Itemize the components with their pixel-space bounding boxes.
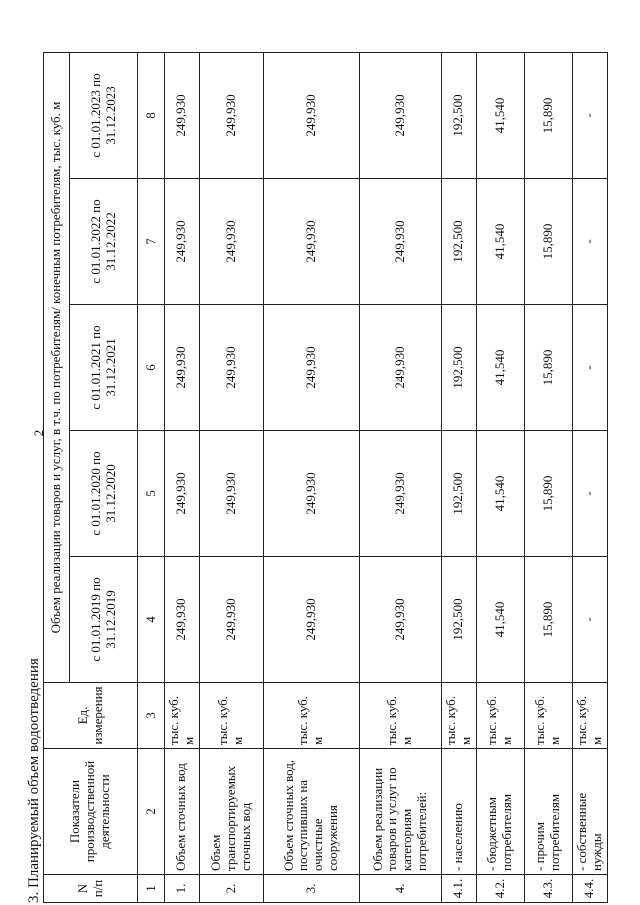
col-number: 3 <box>138 683 165 749</box>
col-number: 7 <box>138 179 165 305</box>
column-number-row <box>138 53 165 903</box>
row-value: - <box>572 179 607 305</box>
row-value: 249,930 <box>165 179 200 305</box>
row-number: 4.4. <box>572 875 607 903</box>
row-value: 249,930 <box>199 557 263 683</box>
row-value: 15,890 <box>524 53 572 179</box>
row-value: 249,930 <box>359 557 441 683</box>
row-value: 41,540 <box>476 305 524 431</box>
row-value: 249,930 <box>263 179 359 305</box>
row-value: 192,500 <box>441 557 476 683</box>
table-row <box>359 53 441 903</box>
col-number: 4 <box>138 557 165 683</box>
row-value: 249,930 <box>359 179 441 305</box>
row-value: 249,930 <box>359 431 441 557</box>
row-value: - <box>572 305 607 431</box>
col-number: 2 <box>138 749 165 875</box>
header-period-2021: с 01.01.2021 по 31.12.2021 <box>70 305 138 431</box>
row-unit: тыс. куб. м <box>441 683 476 749</box>
row-value: 15,890 <box>524 179 572 305</box>
row-number: 4.1. <box>441 875 476 903</box>
row-indicator: - бюджетным потребителям <box>476 749 524 875</box>
row-value: 249,930 <box>199 53 263 179</box>
header-n: N п/п <box>44 875 138 903</box>
row-number: 3. <box>263 875 359 903</box>
row-value: 15,890 <box>524 305 572 431</box>
rotated-content <box>25 53 615 903</box>
row-value: 249,930 <box>359 305 441 431</box>
header-indicator: Показатели производственной деятельности <box>44 749 138 875</box>
row-unit: тыс. куб. м <box>572 683 607 749</box>
header-period-2019: с 01.01.2019 по 31.12.2019 <box>70 557 138 683</box>
row-value: 192,500 <box>441 305 476 431</box>
table-row <box>524 53 572 903</box>
col-number: 1 <box>138 875 165 903</box>
col-number: 5 <box>138 431 165 557</box>
row-value: 249,930 <box>263 305 359 431</box>
row-number: 4. <box>359 875 441 903</box>
row-unit: тыс. куб. м <box>476 683 524 749</box>
row-value: 249,930 <box>199 305 263 431</box>
table-row <box>263 53 359 903</box>
row-unit: тыс. куб. м <box>165 683 200 749</box>
row-number: 4.3. <box>524 875 572 903</box>
col-number: 6 <box>138 305 165 431</box>
section-heading: 3. Планируемый объем водоотведения <box>26 658 42 903</box>
table-row <box>441 53 476 903</box>
table-row <box>572 53 607 903</box>
water-disposal-table <box>43 52 608 903</box>
row-value: 249,930 <box>199 179 263 305</box>
page-number: 2 <box>31 429 46 437</box>
table-row <box>476 53 524 903</box>
row-indicator: Объем реализации товаров и услуг по категориям потребителей: <box>359 749 441 875</box>
row-value: 15,890 <box>524 557 572 683</box>
row-indicator: Объем сточных вод <box>165 749 200 875</box>
row-value: 192,500 <box>441 53 476 179</box>
col-number: 8 <box>138 53 165 179</box>
row-number: 1. <box>165 875 200 903</box>
row-value: 249,930 <box>165 53 200 179</box>
row-indicator: - населению <box>441 749 476 875</box>
header-period-2022: с 01.01.2022 по 31.12.2022 <box>70 179 138 305</box>
row-value: 41,540 <box>476 431 524 557</box>
row-indicator: - прочим потребителям <box>524 749 572 875</box>
row-indicator: Объем транспортируемых сточных вод <box>199 749 263 875</box>
row-value: 249,930 <box>263 431 359 557</box>
row-unit: тыс. куб. м <box>359 683 441 749</box>
table-row <box>199 53 263 903</box>
row-value: 249,930 <box>165 557 200 683</box>
row-value: 249,930 <box>199 431 263 557</box>
row-value: 249,930 <box>263 53 359 179</box>
header-period-2023: с 01.01.2023 по 31.12.2023 <box>70 53 138 179</box>
row-value: 41,540 <box>476 53 524 179</box>
row-value: - <box>572 431 607 557</box>
header-volume-group: Объем реализации товаров и услуг, в т.ч. по потребителям/ конечным потребителям, тыс. куб. м <box>44 53 70 683</box>
row-unit: тыс. куб. м <box>199 683 263 749</box>
row-indicator: Объем сточных вод, поступивших на очистные сооружения <box>263 749 359 875</box>
header-unit: Ед. измерения <box>44 683 138 749</box>
row-value: 41,540 <box>476 557 524 683</box>
row-value: 192,500 <box>441 431 476 557</box>
row-number: 4.2. <box>476 875 524 903</box>
row-number: 2. <box>199 875 263 903</box>
row-value: 41,540 <box>476 179 524 305</box>
row-value: 249,930 <box>165 305 200 431</box>
row-value: - <box>572 557 607 683</box>
row-value: 192,500 <box>441 179 476 305</box>
header-period-2020: с 01.01.2020 по 31.12.2020 <box>70 431 138 557</box>
table-row <box>165 53 200 903</box>
row-value: 249,930 <box>263 557 359 683</box>
row-unit: тыс. куб. м <box>263 683 359 749</box>
row-value: 15,890 <box>524 431 572 557</box>
row-unit: тыс. куб. м <box>524 683 572 749</box>
row-value: 249,930 <box>359 53 441 179</box>
row-value: 249,930 <box>165 431 200 557</box>
row-indicator: - собственные нужды <box>572 749 607 875</box>
row-value: - <box>572 53 607 179</box>
